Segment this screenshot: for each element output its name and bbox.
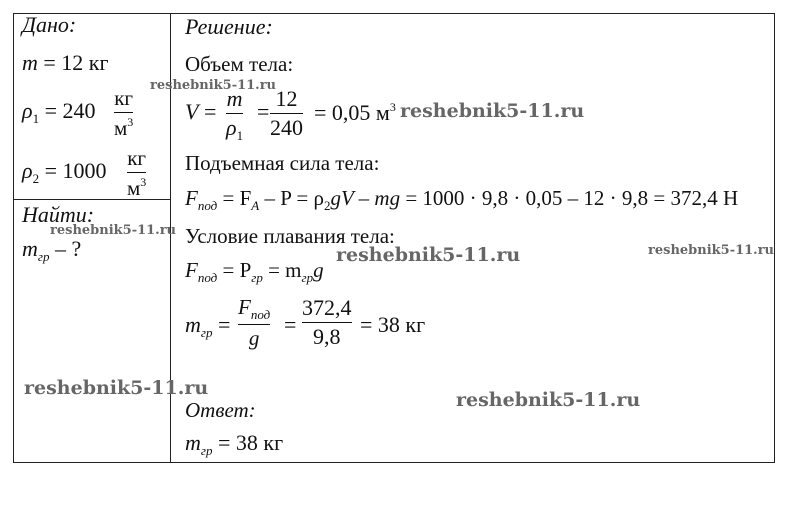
lift-A-sub: A	[251, 198, 260, 213]
volume-eq1: =	[203, 99, 217, 124]
volume-frac-rho: ρ	[226, 115, 237, 141]
rho1-symbol: ρ	[22, 98, 33, 123]
volume-symbol: V	[185, 99, 199, 124]
float-label: Условие плавания тела:	[185, 224, 395, 248]
float-F: F	[185, 258, 198, 282]
mass-frac-symbolic	[238, 297, 270, 349]
rho1-unit	[114, 88, 133, 139]
given-heading-colon: :	[68, 12, 77, 37]
lift-part-c: gV – mg	[330, 186, 401, 210]
mass-frac-num	[238, 297, 270, 321]
rho2-subscript: 2	[32, 171, 40, 186]
rho1-unit-bar	[114, 112, 133, 113]
solution-heading-colon: :	[265, 14, 273, 39]
mass-den-98: 9,8	[313, 324, 341, 350]
rho2-unit-bar	[127, 172, 146, 173]
given-heading	[22, 14, 76, 36]
rho1-unit-den	[114, 116, 133, 139]
mass-value: = 12 кг	[37, 50, 109, 75]
mass-num-bar	[302, 322, 352, 323]
lift-rho-sub: 2	[323, 198, 331, 213]
mass-result: = 38 кг	[360, 312, 426, 337]
volume-num-12: 12	[275, 86, 298, 111]
answer-heading	[185, 400, 256, 421]
mass-eq1: =	[217, 312, 231, 337]
answer-line	[185, 432, 283, 457]
rho2-unit-pow: 3	[140, 175, 147, 190]
rho1-unit-pow: 3	[127, 115, 134, 130]
volume-result	[314, 101, 396, 124]
volume-frac-numeric	[270, 88, 303, 139]
float-F-sub: под	[197, 270, 218, 285]
rho2-unit	[127, 148, 146, 199]
answer-heading-text: Ответ	[185, 398, 249, 422]
lift-part-d: = 1000 · 9,8 · 0,05 – 12 · 9,8 = 372,4 Н	[400, 186, 739, 210]
watermark-4: reshebnik5-11.ru	[648, 243, 775, 258]
rho1-value: = 240	[39, 98, 96, 123]
mass-m: m	[185, 312, 201, 337]
mass-frac-den: g	[248, 326, 260, 351]
rho1-unit-num: кг	[114, 86, 134, 110]
volume-result-pow: 3	[389, 100, 396, 114]
float-equation	[185, 260, 324, 284]
rho2-symbol: ρ	[22, 158, 33, 183]
lift-equation	[185, 188, 738, 212]
watermark-3: reshebnik5-11.ru	[50, 223, 177, 238]
volume-num-bar	[270, 113, 303, 114]
float-part-c: g	[313, 258, 324, 282]
lift-part-a: = F	[217, 186, 252, 210]
find-subscript: гр	[37, 249, 50, 264]
solution-heading	[185, 16, 273, 38]
find-symbol: m	[22, 236, 38, 261]
float-part-a: = P	[217, 258, 252, 282]
volume-label: Объем тела:	[185, 52, 294, 76]
mass-num-372: 372,4	[302, 295, 352, 320]
lift-part-b: – P = ρ	[259, 186, 324, 210]
rho2-unit-den	[127, 176, 146, 199]
float-P-sub: гр	[251, 270, 263, 285]
volume-lhs	[185, 101, 216, 123]
volume-frac-bar	[226, 113, 243, 114]
mass-frac-F-sub: под	[250, 307, 271, 322]
mass-lhs	[185, 314, 230, 339]
watermark-6: reshebnik5-11.ru	[24, 377, 209, 399]
answer-value: = 38 кг	[212, 430, 284, 455]
rho2-unit-num: кг	[127, 146, 147, 170]
mass-frac-numeric	[302, 297, 352, 348]
solution-heading-text: Решение	[185, 14, 266, 39]
watermark-2: reshebnik5-11.ru	[400, 100, 585, 122]
answer-m: m	[185, 430, 201, 455]
mass-m-sub: гр	[200, 325, 213, 340]
watermark-7: reshebnik5-11.ru	[456, 389, 641, 411]
lift-F: F	[185, 186, 198, 210]
given-rho1	[22, 100, 95, 125]
watermark-1: reshebnik5-11.ru	[150, 78, 277, 93]
lift-label: Подъемная сила тела:	[185, 151, 380, 175]
given-heading-text: Дано	[22, 12, 69, 37]
mass-frac-bar	[238, 324, 270, 325]
volume-frac-den	[226, 117, 243, 142]
float-m-sub: гр	[301, 270, 314, 285]
rho1-subscript: 1	[32, 111, 40, 126]
rho2-unit-den-text: м	[127, 176, 141, 201]
volume-frac-rho-sub: 1	[236, 128, 244, 144]
volume-eq2: =	[257, 99, 270, 124]
volume-frac-symbolic	[226, 88, 243, 142]
find-question: – ?	[49, 236, 82, 261]
mass-frac-F: F	[238, 295, 251, 319]
find-heading-colon: :	[86, 202, 95, 227]
rho1-unit-den-text: м	[114, 116, 128, 141]
given-mass	[22, 52, 109, 74]
given-rho2	[22, 160, 106, 185]
float-part-b: = m	[262, 258, 302, 282]
find-heading-text: Найти	[22, 202, 87, 227]
answer-m-sub: гр	[200, 443, 213, 458]
answer-heading-colon: :	[248, 398, 256, 422]
volume-result-text: = 0,05 м	[314, 100, 390, 125]
lift-F-sub: под	[197, 198, 218, 213]
mass-symbol: m	[22, 50, 38, 75]
volume-frac-num: m	[226, 86, 243, 111]
find-target	[22, 238, 81, 263]
rho2-value: = 1000	[39, 158, 107, 183]
given-find-divider	[13, 199, 171, 200]
volume-den-240: 240	[270, 115, 303, 141]
mass-eq2: =	[284, 312, 297, 337]
watermark-5: reshebnik5-11.ru	[336, 244, 521, 266]
